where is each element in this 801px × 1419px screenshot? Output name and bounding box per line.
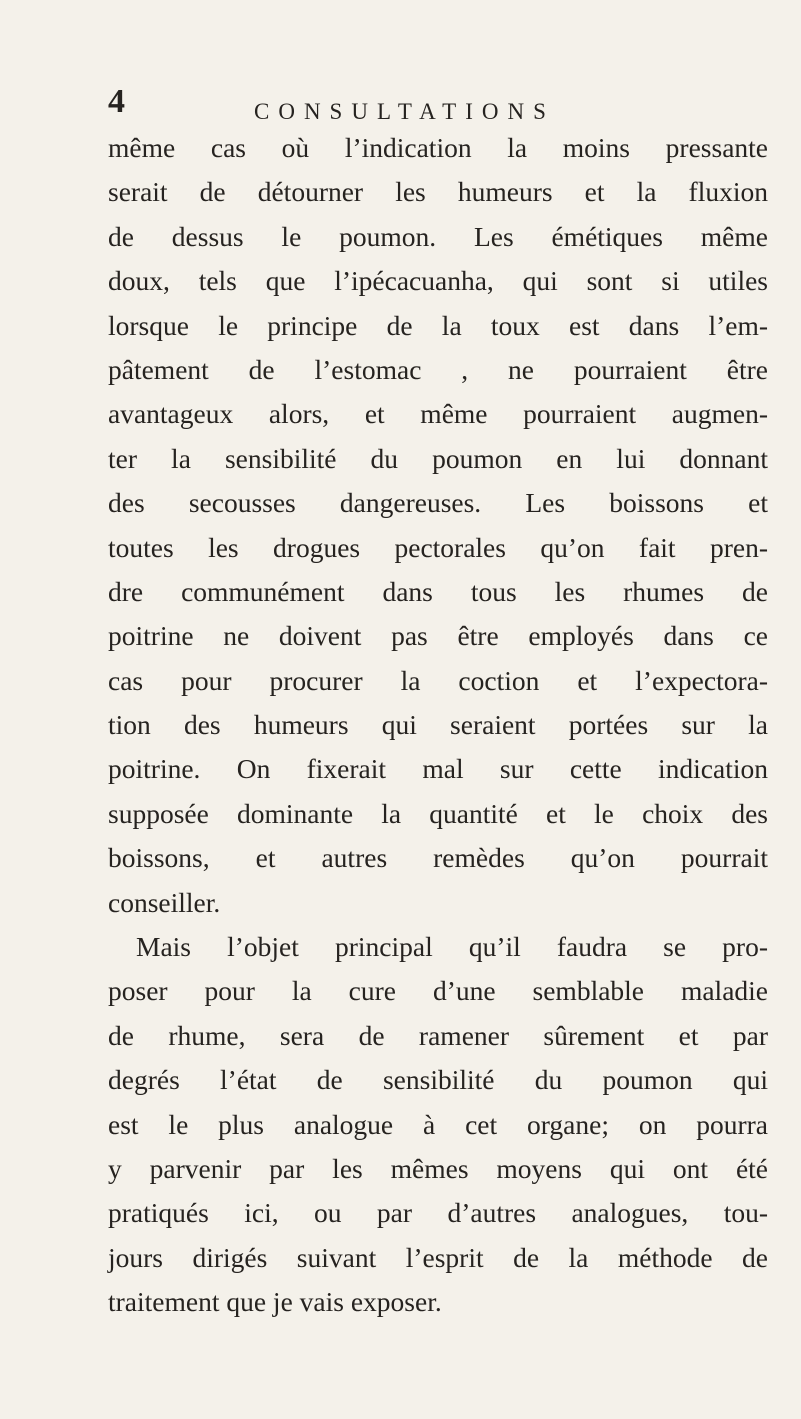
text-line: doux, tels que l’ipécacuanha, qui sont si utiles [108,265,768,297]
text-line: toutes les drogues pectorales qu’on fait pren- [108,531,768,563]
text-line: même cas où l’indication la moins pressante [108,132,768,163]
text-line: de rhume, sera de ramener sûrement et par [108,1019,768,1051]
text-line: jours dirigés suivant l’esprit de la méthode de [108,1241,768,1273]
text-line: des secousses dangereuses. Les boissons et [108,487,768,519]
text-line: ter la sensibilité du poumon en lui donnant [108,442,768,474]
text-line: serait de détourner les humeurs et la fluxion [108,176,768,208]
page-header [108,82,768,132]
running-head: CONSULTATIONS [254,99,555,124]
text-line: poitrine ne doivent pas être employés dans ce [108,620,768,652]
text-line: avantageux alors, et même pourraient augmen- [108,398,768,430]
text-line: cas pour procurer la coction et l’expectora- [108,664,768,696]
text-line: poser pour la cure d’une semblable maladie [108,975,768,1007]
page-number: 4 [108,83,125,120]
text-line: boissons, et autres remèdes qu’on pourrait [108,842,768,874]
text-line: tion des humeurs qui seraient portées sur la [108,709,768,741]
text-line: pratiqués ici, ou par d’autres analogues, tou- [108,1197,768,1229]
text-line: lorsque le principe de la toux est dans l’em- [108,309,768,341]
text-line: de dessus le poumon. Les émétiques même [108,220,768,252]
text-line: dre communément dans tous les rhumes de [108,575,768,607]
body-text [108,126,768,1325]
text-line: pâtement de l’estomac , ne pourraient être [108,353,768,385]
text-line: poitrine. On fixerait mal sur cette indication [108,753,768,785]
text-line: y parvenir par les mêmes moyens qui ont été [108,1152,768,1184]
text-line: degrés l’état de sensibilité du poumon qui [108,1064,768,1096]
text-line: traitement que je vais exposer. [108,1286,442,1318]
text-line: conseiller. [108,886,221,918]
text-line: Mais l’objet principal qu’il faudra se pro- [136,931,768,963]
text-line: est le plus analogue à cet organe; on pourra [108,1108,768,1140]
text-line: supposée dominante la quantité et le choix des [108,797,768,829]
